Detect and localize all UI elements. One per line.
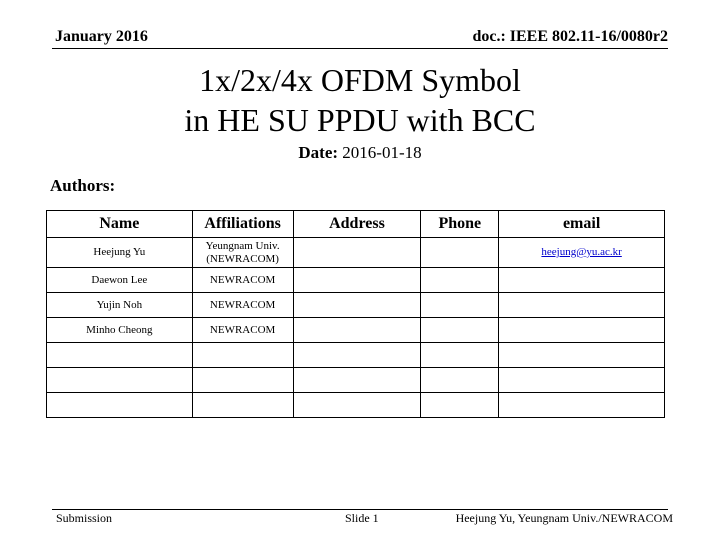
cell-name: Minho Cheong	[47, 318, 193, 343]
table-row	[47, 238, 665, 268]
cell-name: Yujin Noh	[47, 293, 193, 318]
table-row	[47, 393, 665, 418]
cell-phone	[421, 293, 499, 318]
cell-address	[293, 393, 421, 418]
cell-name: Heejung Yu	[47, 238, 193, 268]
cell-name	[47, 368, 193, 393]
slide-title	[0, 60, 720, 140]
cell-address	[293, 343, 421, 368]
cell-phone	[421, 318, 499, 343]
authors-label: Authors:	[50, 176, 116, 195]
table-header-row	[47, 211, 665, 238]
cell-phone	[421, 238, 499, 268]
cell-name	[47, 343, 193, 368]
column-header-phone: Phone	[421, 211, 499, 238]
cell-address	[293, 268, 421, 293]
cell-email	[499, 343, 665, 368]
authors-table	[46, 210, 665, 418]
title-line-2: in HE SU PPDU with BCC	[184, 102, 536, 138]
date-label: Date:	[298, 143, 339, 162]
cell-phone	[421, 268, 499, 293]
date-value: 2016-01-18	[342, 143, 422, 162]
column-header-email: email	[499, 211, 665, 238]
column-header-affiliations: Affiliations	[192, 211, 293, 238]
cell-email	[499, 318, 665, 343]
cell-phone	[421, 368, 499, 393]
table-row	[47, 293, 665, 318]
column-header-name: Name	[47, 211, 193, 238]
table-row	[47, 368, 665, 393]
header-doc-number: doc.: IEEE 802.11-16/0080r2	[472, 28, 668, 45]
cell-name	[47, 393, 193, 418]
cell-phone	[421, 393, 499, 418]
cell-address	[293, 293, 421, 318]
cell-affiliation	[192, 343, 293, 368]
cell-name: Daewon Lee	[47, 268, 193, 293]
date-line	[0, 143, 720, 163]
table-row	[47, 268, 665, 293]
footer-submission: Submission	[56, 511, 113, 525]
cell-phone	[421, 343, 499, 368]
cell-address	[293, 238, 421, 268]
header-date: January 2016	[55, 28, 148, 45]
footer-slide-number: Slide 1	[345, 511, 379, 525]
footer-authors: Heejung Yu, Yeungnam Univ./NEWRACOM	[455, 511, 673, 525]
cell-email	[499, 393, 665, 418]
table-row	[47, 318, 665, 343]
column-header-address: Address	[293, 211, 421, 238]
header-divider	[52, 48, 668, 49]
cell-address	[293, 318, 421, 343]
cell-email	[499, 293, 665, 318]
cell-address	[293, 368, 421, 393]
cell-affiliation	[192, 238, 293, 268]
footer-divider	[52, 509, 668, 510]
cell-affiliation: NEWRACOM	[192, 293, 293, 318]
cell-affiliation: NEWRACOM	[192, 318, 293, 343]
cell-email	[499, 368, 665, 393]
cell-affiliation	[192, 368, 293, 393]
title-line-1: 1x/2x/4x OFDM Symbol	[199, 62, 521, 98]
cell-email	[499, 268, 665, 293]
cell-email	[499, 238, 665, 268]
table-row	[47, 343, 665, 368]
email-link[interactable]: heejung@yu.ac.kr	[541, 246, 622, 258]
affiliation-line-2: (NEWRACOM)	[206, 252, 279, 265]
cell-affiliation	[192, 393, 293, 418]
affiliation-line-1: Yeungnam Univ.	[205, 239, 280, 252]
cell-affiliation: NEWRACOM	[192, 268, 293, 293]
